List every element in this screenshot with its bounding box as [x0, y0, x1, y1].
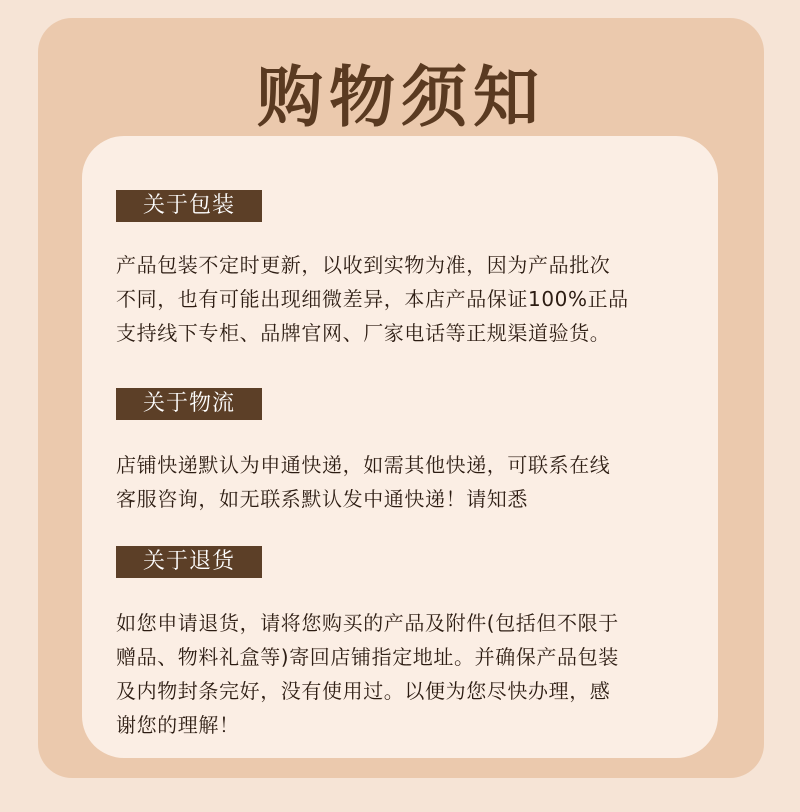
section-line: 客服咨询，如无联系默认发中通快递！请知悉 — [116, 487, 528, 511]
section-line: 不同，也有可能出现细微差异，本店产品保证100%正品 — [116, 287, 629, 311]
section-line: 谢您的理解！ — [116, 713, 240, 737]
section-body-returns — [116, 606, 706, 742]
section-body-packaging — [116, 248, 706, 350]
section-body-shipping — [116, 448, 706, 516]
page-title: 购物须知 — [257, 59, 545, 136]
section-label-returns: 关于退货 — [116, 546, 262, 578]
notice-card — [38, 18, 764, 778]
notice-content-panel — [82, 136, 718, 758]
section-line: 如您申请退货，请将您购买的产品及附件(包括但不限于 — [116, 611, 619, 635]
section-label-shipping: 关于物流 — [116, 388, 262, 420]
section-line: 及内物封条完好，没有使用过。以便为您尽快办理，感 — [116, 679, 611, 703]
section-label-packaging: 关于包装 — [116, 190, 262, 222]
section-line: 产品包装不定时更新，以收到实物为准，因为产品批次 — [116, 253, 611, 277]
section-line: 赠品、物料礼盒等)寄回店铺指定地址。并确保产品包装 — [116, 645, 619, 669]
section-line: 店铺快递默认为申通快递，如需其他快递，可联系在线 — [116, 453, 611, 477]
section-line: 支持线下专柜、品牌官网、厂家电话等正规渠道验货。 — [116, 321, 611, 345]
